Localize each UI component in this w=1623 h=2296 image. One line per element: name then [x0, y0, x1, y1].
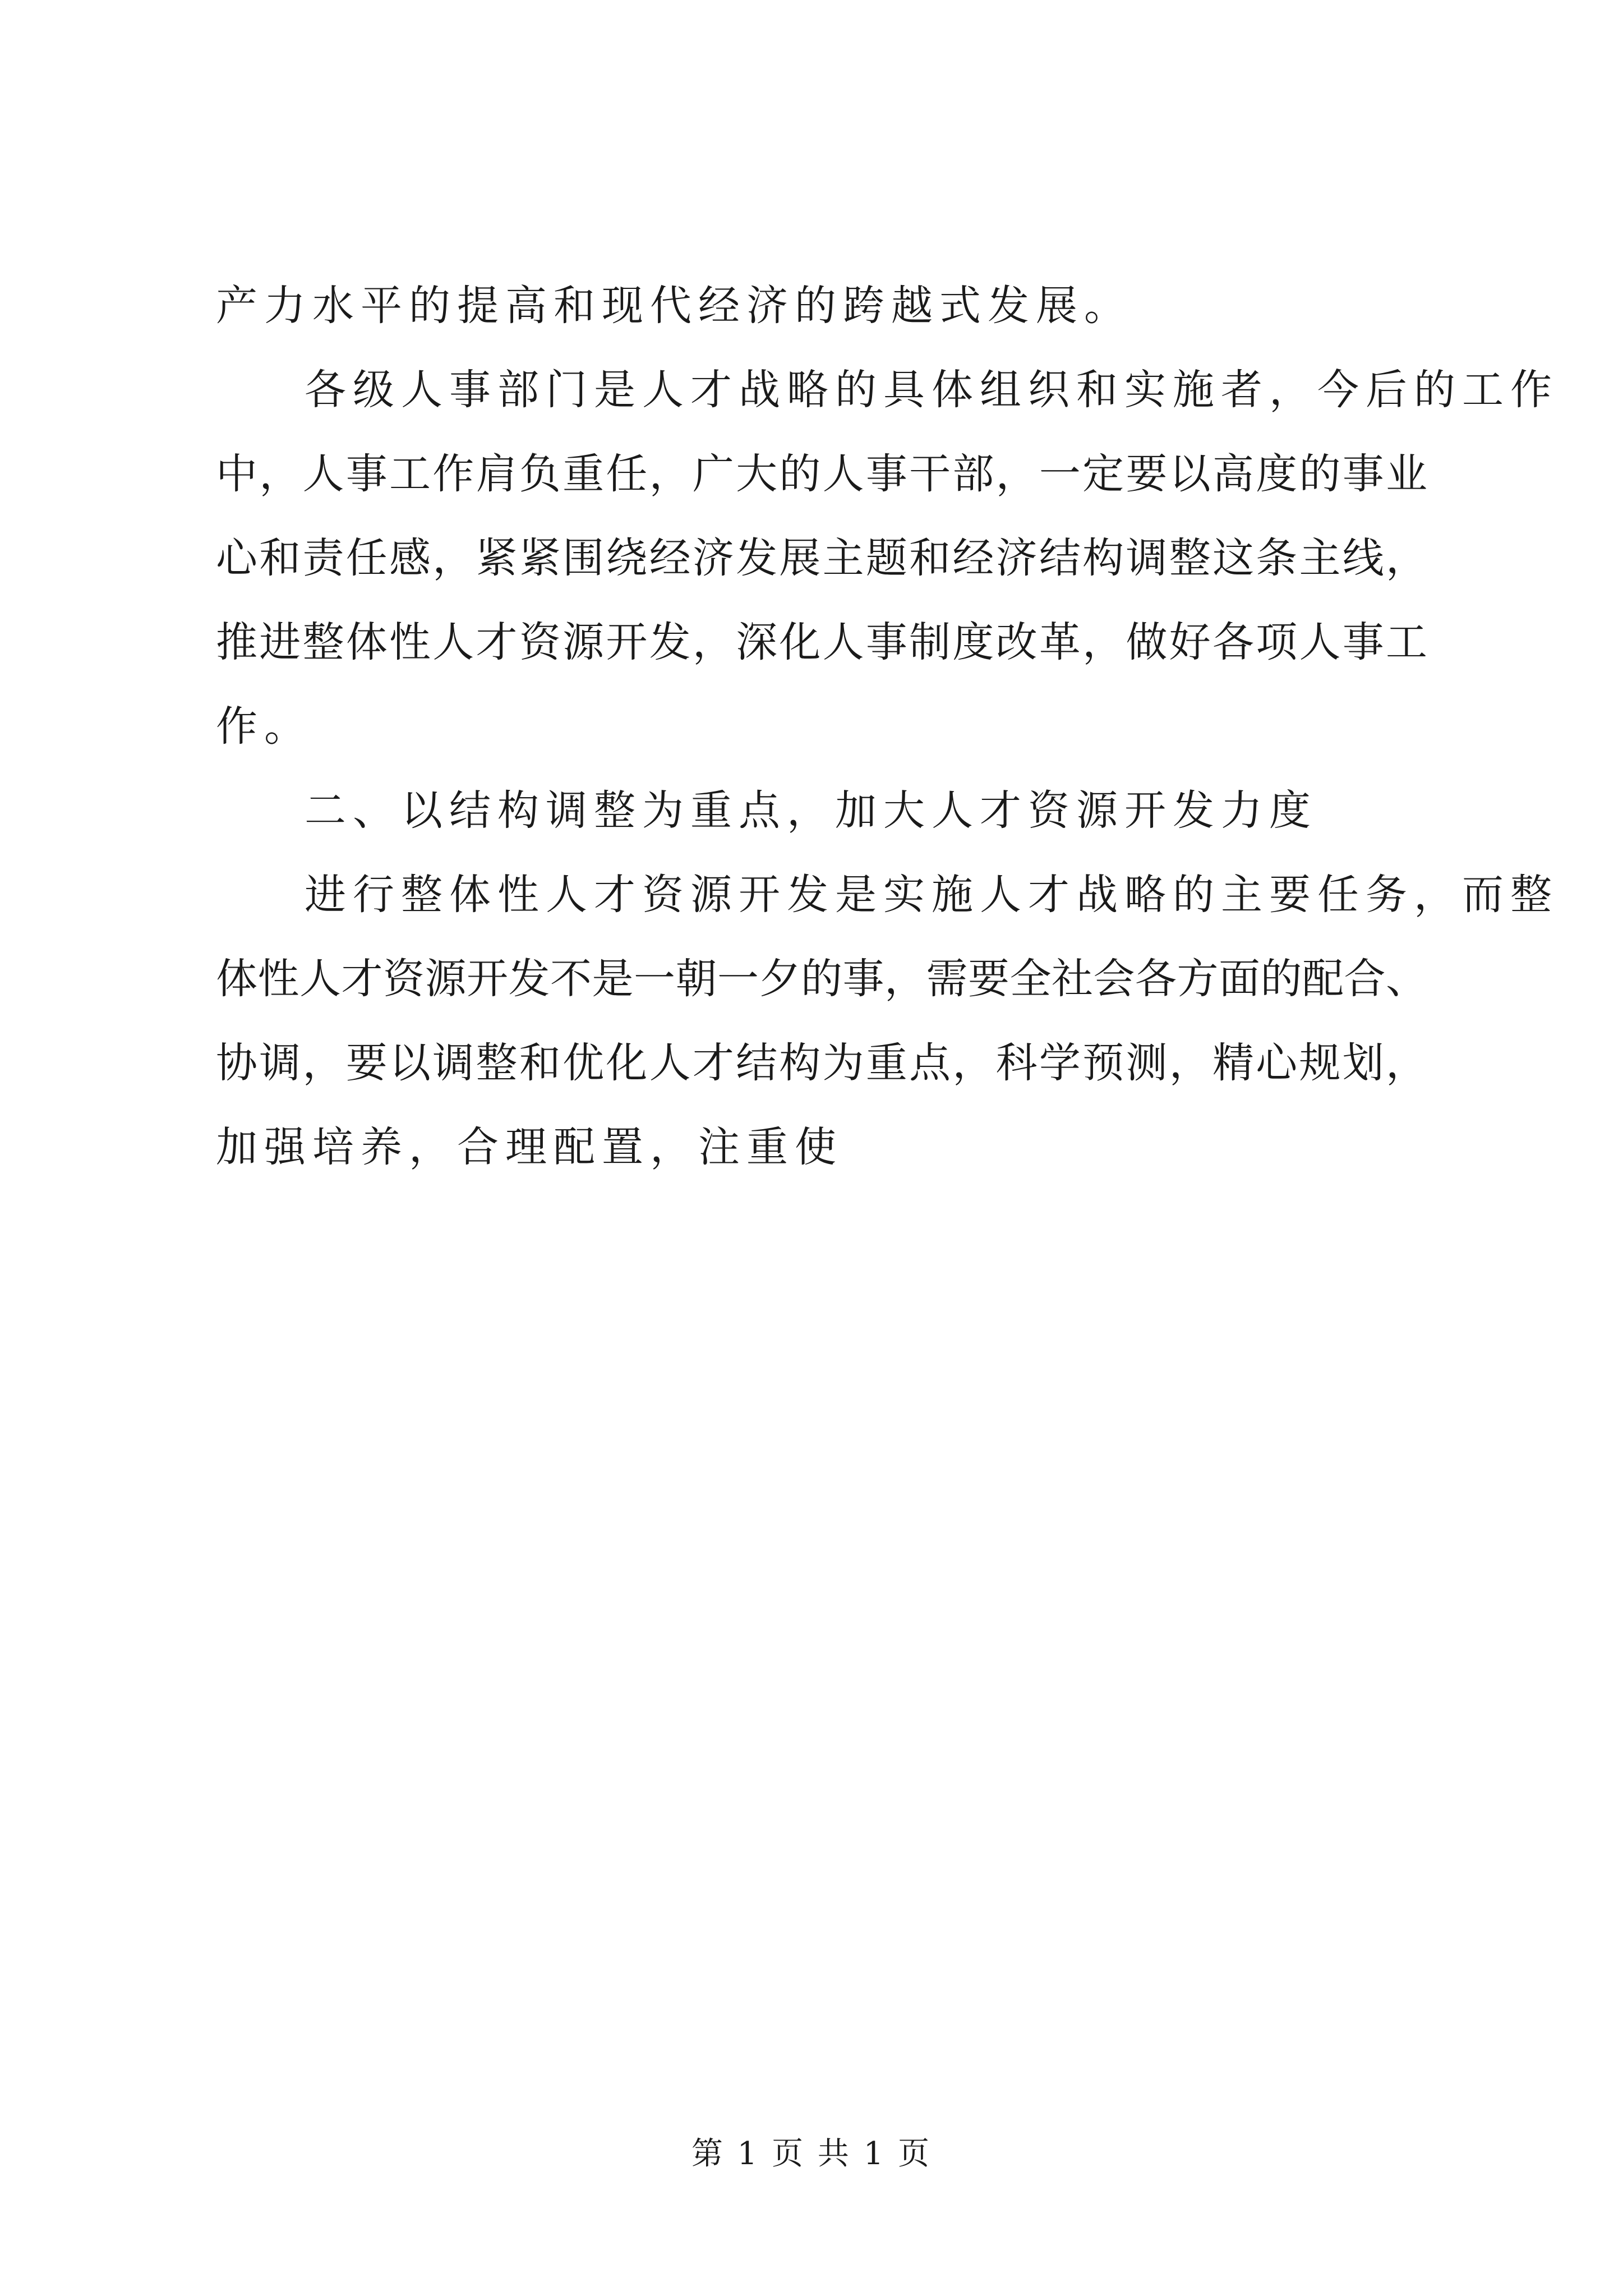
text-line: 各级人事部门是人才战略的具体组织和实施者，今后的工作 [305, 366, 1559, 414]
document-body [216, 264, 1559, 1189]
text-line: 体性人才资源开发不是一朝一夕的事，需要全社会各方面的配合、 [216, 955, 1427, 1003]
text-line: 推进整体性人才资源开发，深化人事制度改革，做好各项人事工 [216, 618, 1427, 666]
page-footer: 第 1 页 共 1 页 [691, 2136, 932, 2172]
text-line: 产力水平的提高和现代经济的跨越式发展。 [216, 282, 1132, 330]
section-heading: 二、以结构调整为重点，加大人才资源开发力度 [305, 786, 1317, 835]
text-line: 进行整体性人才资源开发是实施人才战略的主要任务，而整 [305, 871, 1559, 919]
text-line: 心和责任感，紧紧围绕经济发展主题和经济结构调整这条主线， [216, 534, 1427, 582]
text-line: 中，人事工作肩负重任，广大的人事干部，一定要以高度的事业 [216, 450, 1427, 498]
text-line: 作。 [216, 702, 312, 751]
text-line: 加强培养，合理配置，注重使 [216, 1123, 843, 1171]
text-line: 协调，要以调整和优化人才结构为重点，科学预测，精心规划， [216, 1039, 1427, 1087]
